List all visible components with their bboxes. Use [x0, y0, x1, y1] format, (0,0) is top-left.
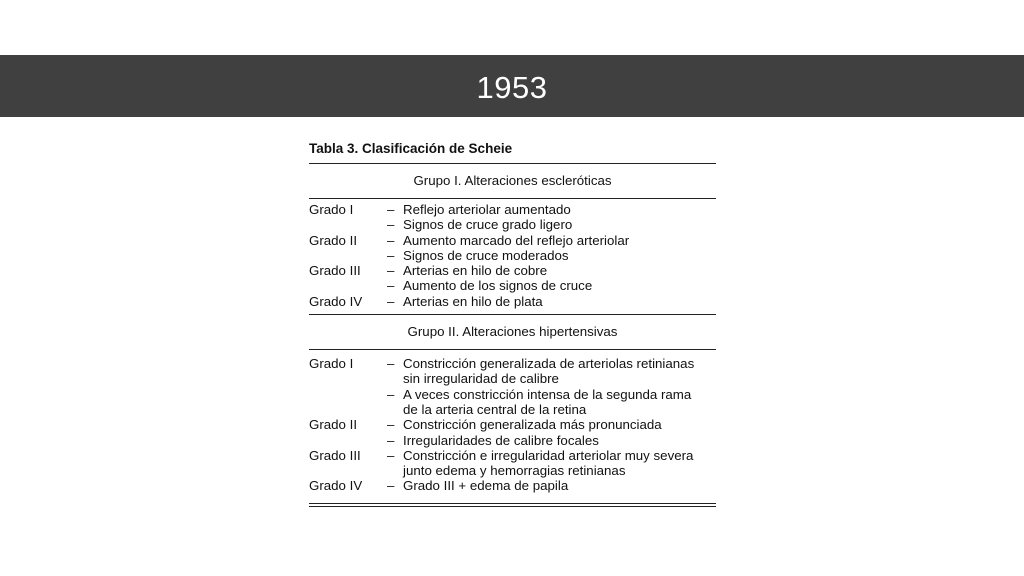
dash-marker: –: [387, 232, 395, 248]
criterion-text: Signos de cruce moderados: [403, 247, 569, 263]
grade-label: [309, 402, 387, 417]
grade-label: Grado I: [309, 202, 354, 217]
group-heading-1: Grupo I. Alteraciones escleróticas: [413, 173, 612, 188]
criterion-text: Irregularidades de calibre focales: [403, 432, 599, 448]
grade-label: Grado IV: [309, 293, 363, 309]
grade-label: Grado II: [309, 417, 358, 433]
table-row: [309, 448, 716, 463]
table-row: [309, 217, 716, 232]
grade-label: [309, 371, 387, 386]
criterion-text: A veces constricción intensa de la segunda rama: [403, 386, 692, 402]
table-rule-bottom: [309, 503, 716, 507]
dash-marker: –: [387, 202, 395, 217]
criterion-text: Aumento marcado del reflejo arteriolar: [403, 232, 630, 248]
dash-marker: [387, 402, 403, 417]
criterion-text: sin irregularidad de calibre: [403, 371, 559, 387]
group-section-2: [309, 350, 716, 500]
slide-title-bar: [0, 55, 1024, 117]
table-row: [309, 263, 716, 278]
dash-marker: –: [387, 293, 395, 309]
table-row: [309, 202, 716, 217]
grade-label: [309, 278, 387, 293]
scheie-classification-table: [309, 138, 716, 507]
grade-label: Grado III: [309, 447, 361, 463]
grade-label: Grado III: [309, 263, 361, 279]
table-row: [309, 233, 716, 248]
table-row: [309, 402, 716, 417]
grade-label: Grado II: [309, 232, 358, 248]
table-row: [309, 478, 716, 493]
grade-label: [309, 433, 387, 448]
table-row: [309, 417, 716, 432]
criterion-text: Reflejo arteriolar aumentado: [403, 202, 571, 217]
dash-marker: –: [387, 217, 395, 233]
grade-label: [309, 387, 387, 402]
dash-marker: –: [387, 278, 395, 294]
table-row: [309, 387, 716, 402]
grade-label: [309, 248, 387, 263]
dash-marker: –: [387, 247, 395, 263]
dash-marker: –: [387, 263, 395, 279]
criterion-text: de la arteria central de la retina: [403, 401, 587, 417]
table-row: [309, 433, 716, 448]
table-row: [309, 463, 716, 478]
dash-marker: [387, 371, 403, 386]
criterion-text: Aumento de los signos de cruce: [403, 278, 593, 294]
criterion-text: Constricción e irregularidad arteriolar muy severa: [403, 447, 694, 463]
dash-marker: –: [387, 432, 395, 448]
dash-marker: [387, 463, 403, 478]
dash-marker: –: [387, 447, 395, 463]
dash-marker: –: [387, 417, 395, 433]
grade-label: [309, 463, 387, 478]
criterion-text: Arterias en hilo de cobre: [403, 263, 548, 279]
criterion-text: Constricción generalizada de arteriolas retinianas: [403, 356, 695, 372]
criterion-text: Constricción generalizada más pronunciada: [403, 417, 662, 433]
table-row: [309, 371, 716, 386]
table-row: [309, 294, 716, 309]
dash-marker: –: [387, 356, 395, 372]
group-heading-2: Grupo II. Alteraciones hipertensivas: [407, 324, 618, 340]
grade-label: Grado I: [309, 356, 354, 372]
table-caption: Tabla 3. Clasificación de Scheie: [309, 141, 513, 156]
criterion-text: Signos de cruce grado ligero: [403, 217, 573, 233]
criterion-text: Arterias en hilo de plata: [403, 293, 543, 309]
dash-marker: –: [387, 478, 395, 494]
criterion-text: junto edema y hemorragias retinianas: [403, 463, 626, 479]
table-row: [309, 278, 716, 293]
grade-label: [309, 217, 387, 232]
table-row: [309, 356, 716, 371]
group-section-1: [309, 199, 716, 314]
grade-label: Grado IV: [309, 478, 363, 494]
criterion-text: Grado III + edema de papila: [403, 478, 569, 494]
dash-marker: –: [387, 386, 395, 402]
slide-title: 1953: [476, 70, 548, 105]
table-row: [309, 248, 716, 263]
